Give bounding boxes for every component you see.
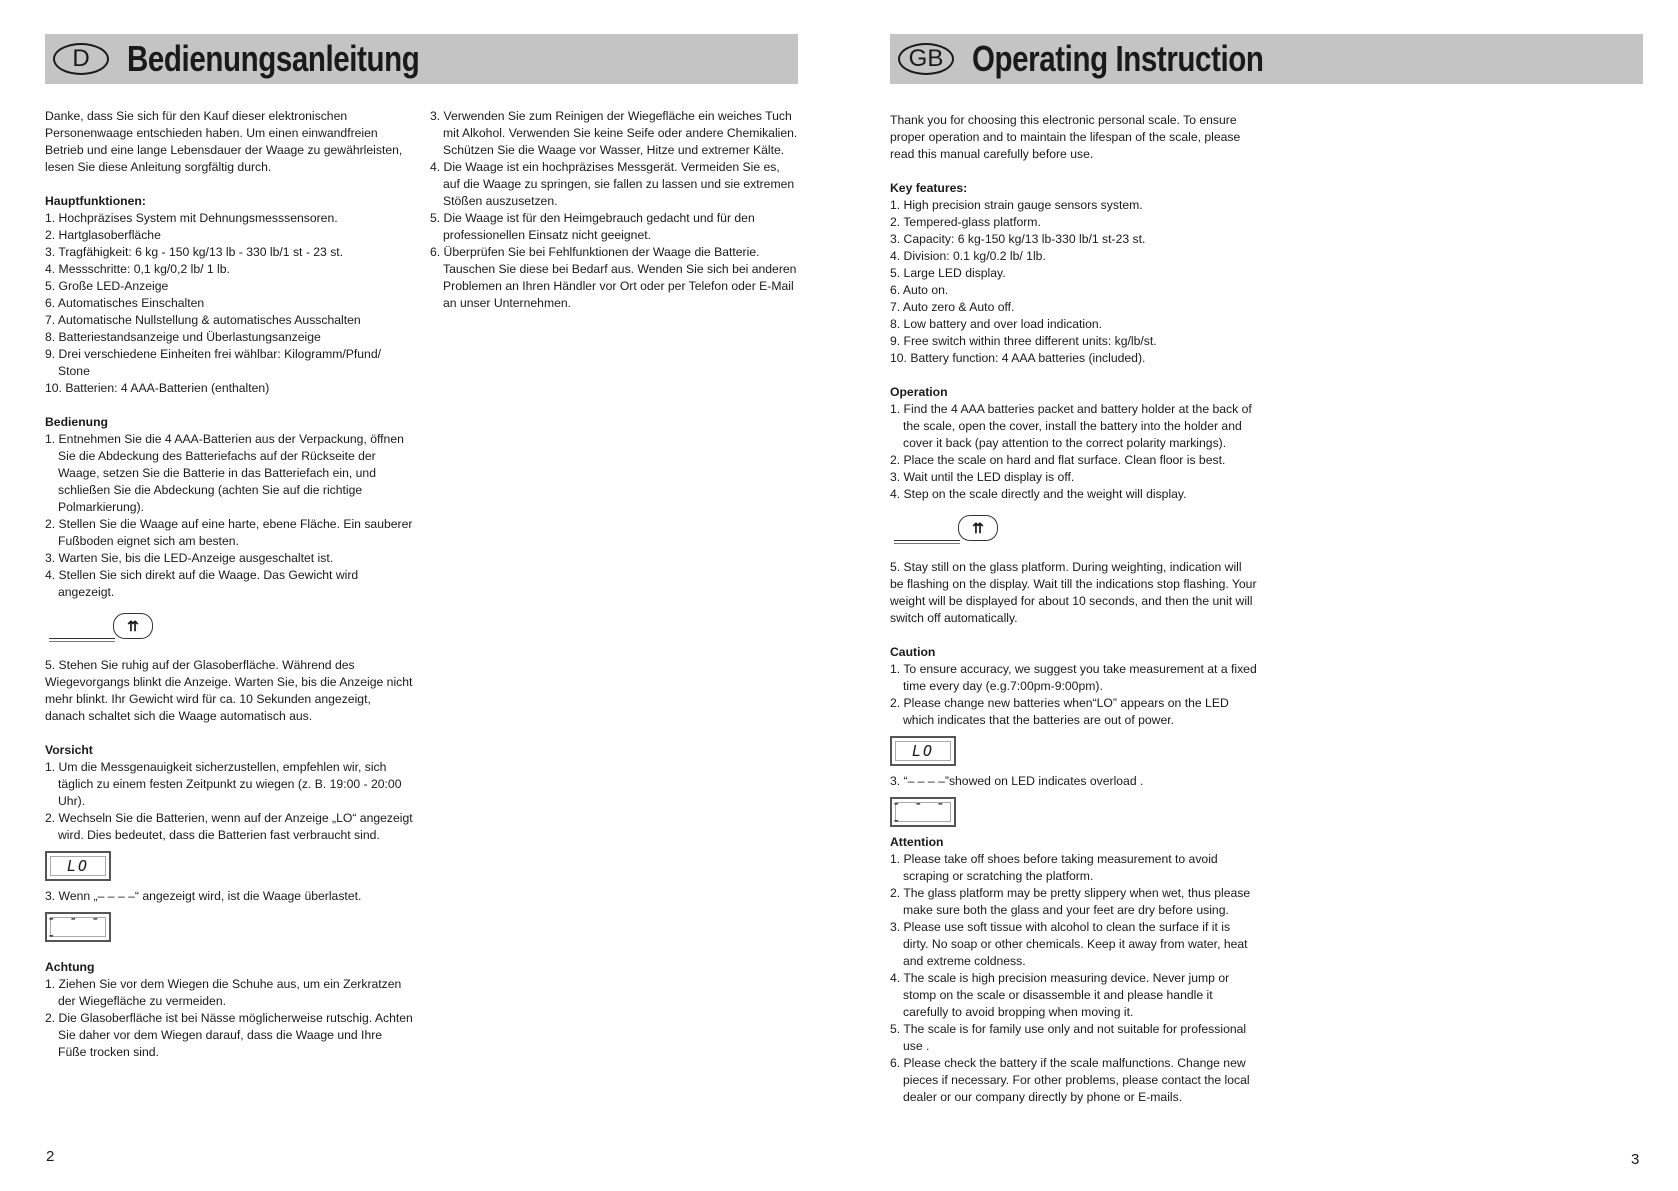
features-heading: Hauptfunktionen: — [45, 194, 146, 208]
attention-list-part2 — [430, 108, 798, 312]
list-item: 9. Drei verschiedene Einheiten frei wählbar: Kilogramm/Pfund/ Stone — [45, 347, 382, 378]
caution-heading: Caution — [890, 645, 936, 659]
list-item: 6. Please check the battery if the scale malfunctions. Change new pieces if necessary. For other problems, please contact the local dealer or our company directly by phone or E-mails. — [890, 1056, 1250, 1104]
list-item: 1. High precision strain gauge sensors system. — [890, 198, 1143, 212]
arrows-up-icon: ⇈ — [113, 613, 153, 639]
list-item: 6. Automatisches Einschalten — [45, 296, 205, 310]
list-item: 6. Auto on. — [890, 283, 949, 297]
step-on-scale-icon — [49, 609, 159, 645]
list-item: 4. Die Waage ist ein hochpräzises Messgerät. Vermeiden Sie es, auf die Waage zu springen, sie fallen zu lassen und sie extremen Stößen auszusetzen. — [430, 160, 795, 208]
operation-heading: Bedienung — [45, 415, 108, 429]
list-item: 7. Automatische Nullstellung & automatisches Ausschalten — [45, 313, 361, 327]
list-item: 5. Large LED display. — [890, 266, 1006, 280]
page-title-english: Operating Instruction — [972, 38, 1264, 79]
list-item: 2. Tempered-glass platform. — [890, 215, 1041, 229]
list-item: 2. Place the scale on hard and flat surface. Clean floor is best. — [890, 453, 1226, 467]
attention-heading: Achtung — [45, 960, 95, 974]
caution-heading: Vorsicht — [45, 743, 93, 757]
page-number-left: 2 — [46, 1148, 55, 1165]
list-item: 9. Free switch within three different units: kg/lb/st. — [890, 334, 1157, 348]
intro-text: Danke, dass Sie sich für den Kauf dieser elektronischen Personenwaage entschieden haben. Um einen einwandfreien Betrieb und eine lange Lebensdauer der Waage zu gewährleisten, lesen Sie diese Anleitung sorgfältig durch. — [45, 109, 403, 174]
header-english — [890, 34, 1643, 84]
attention-list-part1 — [45, 976, 413, 1061]
operation-heading: Operation — [890, 385, 948, 399]
german-column-2 — [430, 108, 798, 312]
list-item: 3. Warten Sie, bis die LED-Anzeige ausgeschaltet ist. — [45, 551, 334, 565]
list-item: 4. Stellen Sie sich direkt auf die Waage. Das Gewicht wird angezeigt. — [45, 568, 359, 599]
english-column — [890, 112, 1258, 1106]
list-item: 8. Batteriestandsanzeige und Überlastungsanzeige — [45, 330, 321, 344]
list-item: 3. Please use soft tissue with alcohol to clean the surface if it is dirty. No soap or other chemicals. Keep it away from water, heat and extreme coldness. — [890, 920, 1248, 968]
list-item: 1. To ensure accuracy, we suggest you take measurement at a fixed time every day (e.g.7:00pm-9:00pm). — [890, 662, 1257, 693]
step-5-text: 5. Stay still on the glass platform. During weighting, indication will be flashing on the display. Wait till the indications stop flashing. Your weight will be displayed for about 10 seconds, and then the unit will switch off automatically. — [890, 560, 1257, 625]
intro-text: Thank you for choosing this electronic personal scale. To ensure proper operation and to maintain the lifespan of the scale, please read this manual carefully before use. — [890, 113, 1241, 161]
list-item: 3. Wait until the LED display is off. — [890, 470, 1075, 484]
list-item: 5. The scale is for family use only and not suitable for professional use . — [890, 1022, 1247, 1053]
list-item: 1. Hochpräzises System mit Dehnungsmesssensoren. — [45, 211, 338, 225]
list-item: 1. Please take off shoes before taking measurement to avoid scraping or scratching the platform. — [890, 852, 1218, 883]
list-item: 5. Die Waage ist für den Heimgebrauch gedacht und für den professionellen Einsatz nicht geeignet. — [430, 211, 755, 242]
features-heading: Key features: — [890, 181, 968, 195]
overload-text: 3. “– – – –”showed on LED indicates overload . — [890, 774, 1144, 788]
language-badge-de: D — [53, 43, 109, 75]
operation-list — [890, 401, 1258, 503]
operation-list — [45, 431, 413, 601]
list-item: 5. Große LED-Anzeige — [45, 279, 169, 293]
attention-heading: Attention — [890, 835, 944, 849]
caution-list — [890, 661, 1258, 729]
list-item: 2. The glass platform may be pretty slippery when wet, thus please make sure both the glass and your feet are dry before using. — [890, 886, 1251, 917]
list-item: 1. Entnehmen Sie die 4 AAA-Batterien aus der Verpackung, öffnen Sie die Abdeckung des Batteriefachs auf der Rückseite der Waage, setzen Sie die Batterie in das Batteriefach ein, und schließen Sie die Abdeckung (achten Sie auf die richtige Polmarkierung). — [45, 432, 404, 514]
list-item: 1. Um die Messgenauigkeit sicherzustellen, empfehlen wir, sich täglich zu einem festen Zeitpunkt zu wiegen (z. B. 19:00 - 20:00 Uhr). — [45, 760, 402, 808]
list-item: 3. Tragfähigkeit: 6 kg - 150 kg/13 lb - 330 lb/1 st - 23 st. — [45, 245, 344, 259]
lcd-dash-icon: - - - - — [45, 912, 111, 942]
list-item: 8. Low battery and over load indication. — [890, 317, 1103, 331]
list-item: 4. Step on the scale directly and the weight will display. — [890, 487, 1187, 501]
features-list — [890, 197, 1258, 367]
page-title-german: Bedienungsanleitung — [127, 38, 420, 79]
attention-list — [890, 851, 1258, 1106]
list-item: 4. Messschritte: 0,1 kg/0,2 lb/ 1 lb. — [45, 262, 230, 276]
features-list — [45, 210, 413, 397]
header-german — [45, 34, 798, 84]
list-item: 4. The scale is high precision measuring device. Never jump or stomp on the scale or disassemble it and please handle it carefully to avoid bropping when moving it. — [890, 971, 1230, 1019]
list-item: 1. Find the 4 AAA batteries packet and battery holder at the back of the scale, open the cover, install the battery into the holder and cover it back (pay attention to the correct polarity markings). — [890, 402, 1252, 450]
step-5-text: 5. Stehen Sie ruhig auf der Glasoberfläche. Während des Wiegevorgangs blinkt die Anzeige. Warten Sie, bis die Anzeige nicht mehr blinkt. Ihr Gewicht wird für ca. 10 Sekunden angezeigt, danach schaltet sich die Waage automatisch aus. — [45, 658, 413, 723]
lcd-lo-icon: LO — [45, 851, 111, 881]
language-badge-gb: GB — [898, 43, 954, 75]
list-item: 10. Battery function: 4 AAA batteries (included). — [890, 351, 1146, 365]
overload-text: 3. Wenn „– – – –“ angezeigt wird, ist die Waage überlastet. — [45, 889, 362, 903]
list-item: 4. Division: 0.1 kg/0.2 lb/ 1lb. — [890, 249, 1046, 263]
page-number-right: 3 — [1631, 1151, 1640, 1168]
list-item: 1. Ziehen Sie vor dem Wiegen die Schuhe aus, um ein Zerkratzen der Wiegefläche zu vermeiden. — [45, 977, 402, 1008]
step-on-scale-icon — [894, 511, 1004, 547]
german-column-1 — [45, 108, 413, 1061]
list-item: 6. Überprüfen Sie bei Fehlfunktionen der Waage die Batterie. Tauschen Sie diese bei Bedarf aus. Wenden Sie sich bei anderen Problemen an Ihren Händler vor Ort oder per Telefon oder E-Mail an unser Unternehmen. — [430, 245, 797, 310]
arrows-up-icon: ⇈ — [958, 515, 998, 541]
list-item: 3. Capacity: 6 kg-150 kg/13 lb-330 lb/1 st-23 st. — [890, 232, 1146, 246]
list-item: 2. Die Glasoberfläche ist bei Nässe möglicherweise rutschig. Achten Sie daher vor dem Wiegen darauf, dass die Waage und Ihre Füße trocken sind. — [45, 1011, 413, 1059]
lcd-lo-icon: LO — [890, 736, 956, 766]
list-item: 10. Batterien: 4 AAA-Batterien (enthalten) — [45, 381, 270, 395]
list-item: 2. Stellen Sie die Waage auf eine harte, ebene Fläche. Ein sauberer Fußboden eignet sich am besten. — [45, 517, 413, 548]
list-item: 2. Hartglasoberfläche — [45, 228, 161, 242]
list-item: 3. Verwenden Sie zum Reinigen der Wiegefläche ein weiches Tuch mit Alkohol. Verwenden Sie keine Seife oder andere Chemikalien. Schützen Sie die Waage vor Wasser, Hitze und extremer Kälte. — [430, 109, 798, 157]
list-item: 2. Please change new batteries when“LO” appears on the LED which indicates that the batteries are out of power. — [890, 696, 1229, 727]
list-item: 7. Auto zero & Auto off. — [890, 300, 1015, 314]
lcd-dash-icon: - - - - — [890, 797, 956, 827]
caution-list — [45, 759, 413, 844]
list-item: 2. Wechseln Sie die Batterien, wenn auf der Anzeige „LO“ angezeigt wird. Dies bedeutet, dass die Batterien fast verbraucht sind. — [45, 811, 413, 842]
